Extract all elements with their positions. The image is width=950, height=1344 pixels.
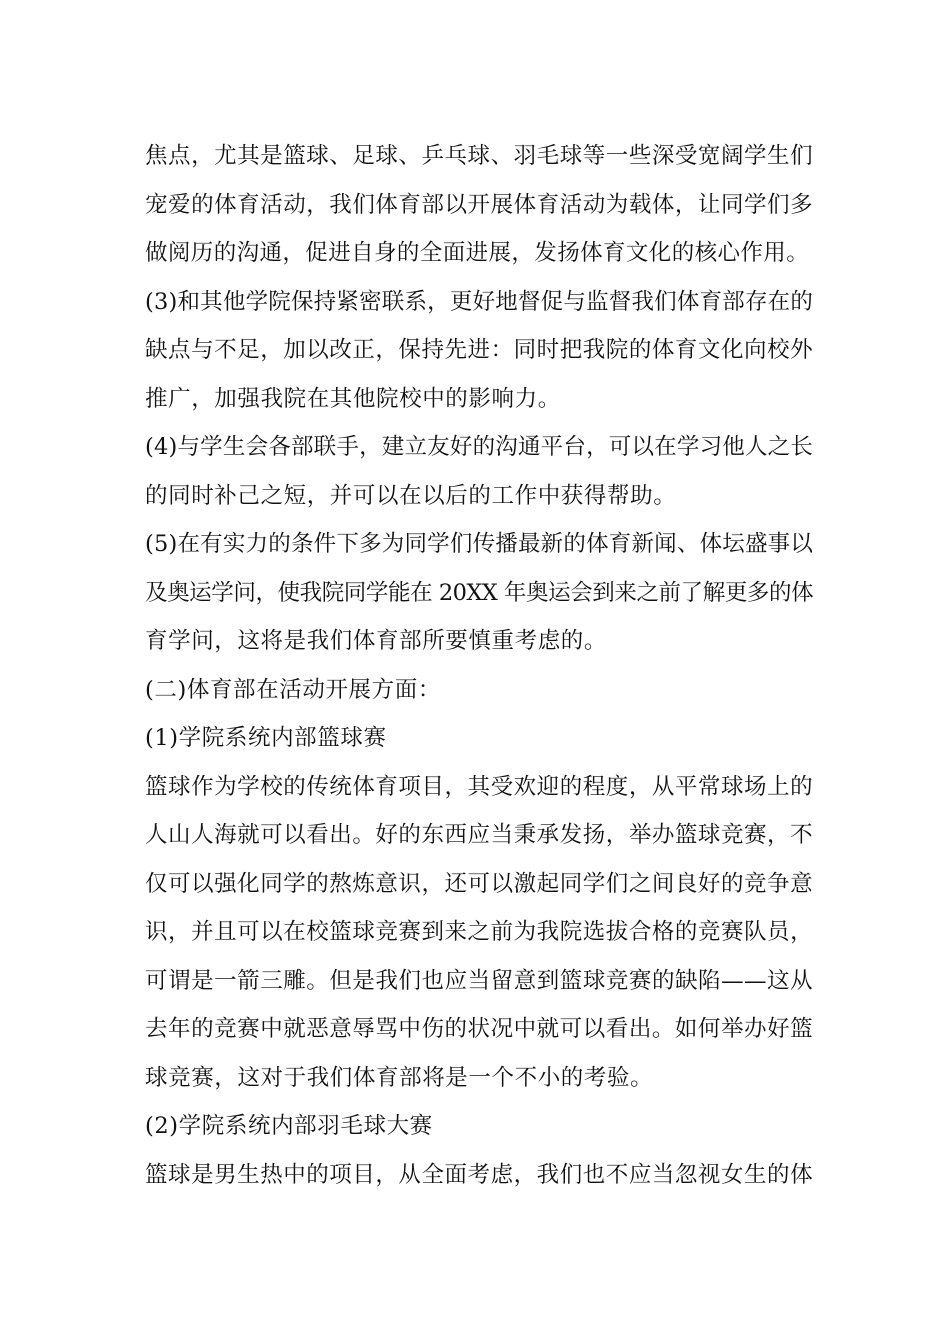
text-line: 缺点与不足，加以改正，保持先进：同时把我院的体育文化向校外 [145,337,813,363]
text-line: (3)和其他学院保持紧密联系，更好地督促与监督我们体育部存在的 [145,288,814,315]
text-line: 篮球是男生热中的项目，从全面考虑，我们也不应当忽视女生的体 [145,1161,813,1188]
subsection-heading: (1)学院系统内部篮球赛 [145,725,387,751]
section-heading: (二)体育部在活动开展方面： [145,676,441,703]
text-line: 的同时补己之短，并可以在以后的工作中获得帮助。 [145,482,677,509]
text-line: 篮球作为学校的传统体育项目，其受欢迎的程度，从平常球场上的 [145,773,813,800]
document-body [145,132,813,1199]
text-line: 宠爱的体育活动，我们体育部以开展体育活动为载体，让同学们多 [145,191,813,218]
text-line: 可谓是一箭三雕。但是我们也应当留意到篮球竞赛的缺陷——这从 [145,967,813,994]
text-line: 仅可以强化同学的熬炼意识，还可以激起同学们之间良好的竞争意 [145,870,813,897]
text-line: 及奥运学问，使我院同学能在 20XX 年奥运会到来之前了解更多的体 [145,579,813,606]
text-line: 做阅历的沟通，促进自身的全面进展，发扬体育文化的核心作用。 [145,240,810,266]
subsection-heading: (2)学院系统内部羽毛球大赛 [145,1113,433,1139]
text-line: (4)与学生会各部联手，建立友好的沟通平台，可以在学习他人之长 [145,434,814,460]
text-line: 焦点，尤其是篮球、足球、乒乓球、羽毛球等一些深受宽阔学生们 [145,143,813,169]
text-line: 去年的竞赛中就恶意辱骂中伤的状况中就可以看出。如何举办好篮 [145,1016,813,1042]
text-line: (5)在有实力的条件下多为同学们传播最新的体育新闻、体坛盛事以 [145,531,814,557]
text-line: 推广，加强我院在其他院校中的影响力。 [145,385,561,412]
text-line: 人山人海就可以看出。好的东西应当秉承发扬，举办篮球竞赛，不 [145,822,813,848]
text-line: 识，并且可以在校篮球竞赛到来之前为我院选拔合格的竞赛队员， [145,919,813,945]
text-line: 球竞赛，这对于我们体育部将是一个不小的考验。 [145,1064,654,1091]
text-line: 育学问，这将是我们体育部所要慎重考虑的。 [145,628,608,654]
